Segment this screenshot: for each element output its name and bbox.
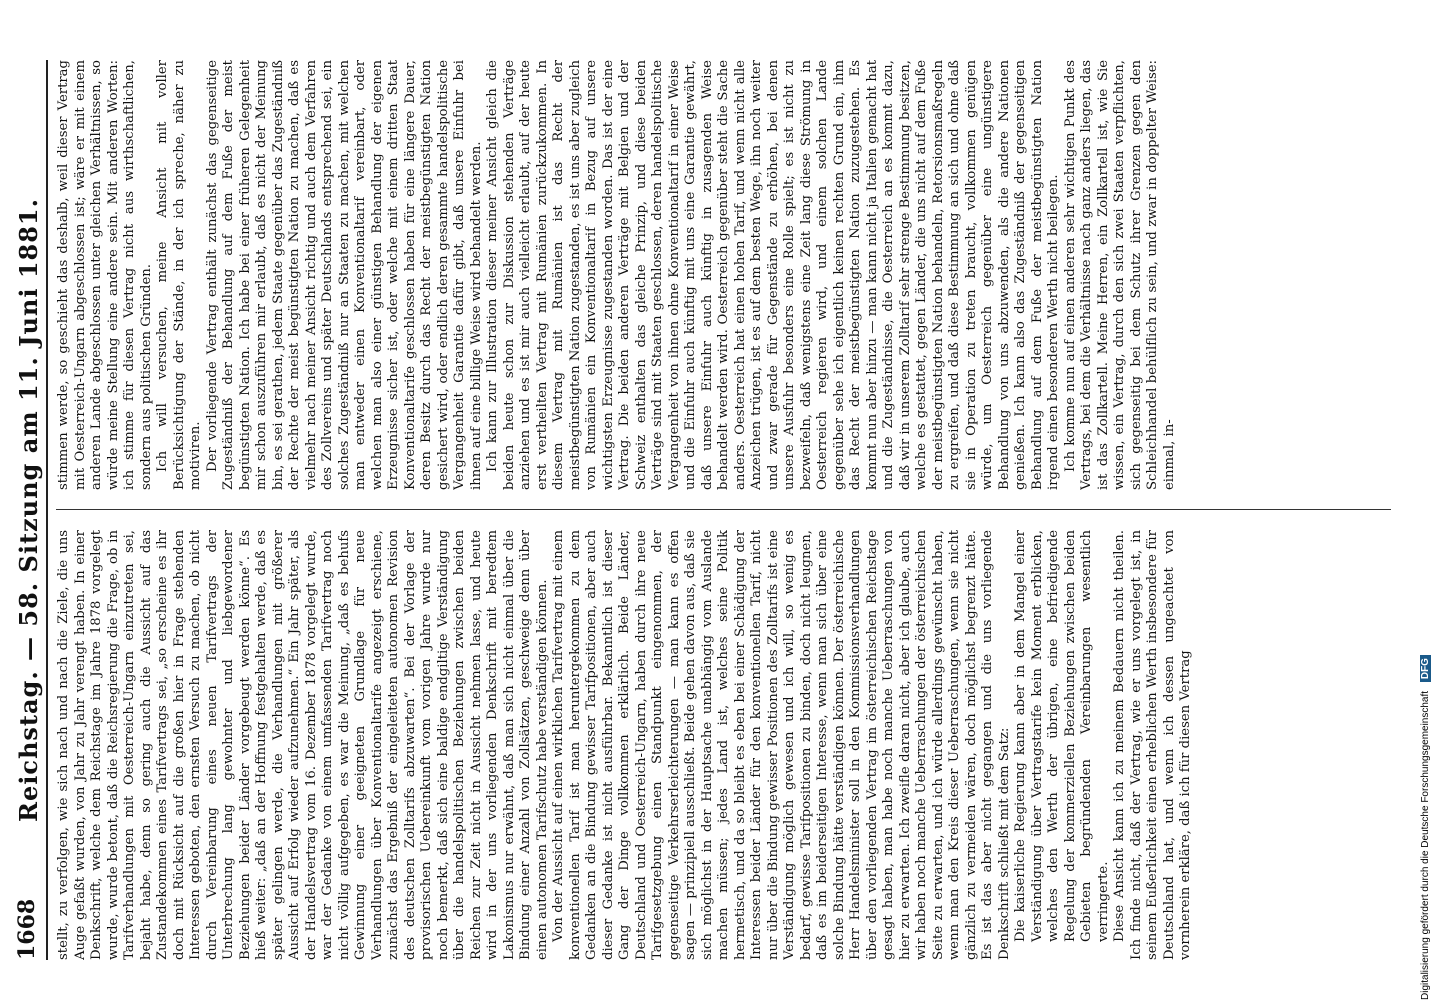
paragraph: stimmen werde, so geschieht das deshalb, weil dieser Vertrag mit Oesterreich-Ungarn abgeschlossen ist; wäre er mit einem anderen Lande abgeschlossen unter gleichen Verhältnissen, so würde meine Stellung eine andere sein. Mit anderen Worten: ich stimme für diesen Vertrag nicht aus wirthschaftlichen, sondern aus politischen Gründen.: [56, 60, 154, 490]
paragraph: Der vorliegende Vertrag enthält zunächst das gegenseitige Zugeständniß der Behandlung auf dem Fuße der meist begünstigten Nation. Ich habe bei einer früheren Gelegenheit mir schon auszuführen mir erlaubt, daß es nicht der Meinung bin, es sei gerathen, jedem Staate gegenüber das Zugeständniß der Rechte der meist begünstigten Nation zu machen, daß es vielmehr nach meiner Ansicht richtig und auch dem Verfahren des Zollvereins und später Deutschlands entsprechend sei, ein solches Zugeständniß nur an Staaten zu machen, mit welchen man entweder einen Konventionaltarif vereinbart, oder welchen man also einer günstigen Behandlung der eigenen Erzeugnisse sicher ist, oder welche mit einem dritten Staat Konventionaltarife geschlossen haben für eine längere Dauer, deren Besitz durch das Recht der meistbegünstigten Nation gesichert wird, oder endlich deren gesammte handelspolitische Vergangenheit Garantie dafür gibt, daß unsere Einfuhr bei ihnen auf eine billige Weise wird behandelt werden.: [204, 60, 484, 490]
paragraph: Ich kann zur Illustration dieser meiner Ansicht gleich die beiden heute schon zur Diskussion stehenden Verträge anziehen und es ist mir auch vielleicht erlaubt, auf der heute erst vertheilten Vertrag mit Rumänien zurückzukommen. In diesem Vertrag mit Rumänien ist das Recht der meistbegünstigten Nation zugestanden, es ist uns aber zugleich von Rumänien ein Konventionaltarif in Bezug auf unsere wichtigsten Erzeugnisse zugestanden worden. Das ist der eine Vertrag. Die beiden anderen Verträge mit Belgien und der Schweiz enthalten das gleiche Prinzip, und diese beiden Verträge sind mit Staaten geschlossen, deren handelspolitische Vergangenheit von ihnen ohne Konventionaltarif in einer Weise und die Einfuhr auch künftig mit uns eine Garantie gewährt, daß unsere Einfuhr auch künftig in zusagenden Weise behandelt werden wird. Oesterreich gegenüber steht die Sache anders. Oesterreich hat einen hohen Tarif, und wenn nicht alle Anzeichen trügen, ist es auf dem besten Wege, ihn noch weiter und zwar gerade für Gegenstände zu erhöhen, bei denen unsere Ausfuhr besonders eine Rolle spielt; es ist nicht zu bezweifeln, daß wenigstens eine Zeit lang diese Strömung in Oesterreich regieren wird, und einem solchen Lande gegenüber sehe ich eigentlich keinen rechten Grund ein, ihm das Recht der meistbegünstigten Nation zuzugestehen. Es kommt nun aber hinzu — man kann nicht ja Italien gemacht hat und die Zugeständnisse, die Oesterreich an es kommt dazu, daß wir in unserem Zolltarif sehr strenge Bestimmung besitzen, welche es gestattet, gegen Länder, die uns nicht auf dem Fuße der meistbegünstigten Nation behandeln, Retorsionsmaßregeln zu ergreifen, und daß diese Bestimmung an sich und ohne daß sie in Operation zu treten braucht, vollkommen genügen würde, um Oesterreich gegenüber eine ungünstigere Behandlung von uns abzuwenden, als die andere Nationen genießen. Ich kann also das Zugeständniß der gegenseitigen Behandlung auf dem Fuße der meistbegünstigten Nation irgend einen besonderen Werth nicht beilegen.: [485, 60, 1061, 490]
dfg-logo: DFG: [1420, 655, 1431, 682]
right-column: [56, 60, 1391, 490]
paragraph: Diese Ansicht kann ich zu meinem Bedauern nicht theilen. Ich finde nicht, daß der Vertrag, wie er uns vorgelegt ist, in seinem Eußerlichkeit einen erheblichen Werth insbesondere für Deutschland hat, und wenn ich dessen ungeachtet von vornherein erkläre, daß ich für diesen Vertrag: [1112, 530, 1193, 960]
funding-note: [1420, 40, 1431, 1000]
column-divider: [56, 509, 1391, 510]
paragraph: Ich komme nun auf einen anderen sehr wichtigen Punkt des Vertrags, bei dem die Verhältnisse nach ganz anders liegen, das ist das Zollkartell. Meine Herren, ein Zollkartell ist, wie Sie wissen, ein Vertrag, durch den sich zwei Staaten verpflichten, sich gegenseitig bei dem Schutz ihrer Grenzen gegen den Schleichhandel behülflich zu sein, und zwar in doppelter Weise: einmal, in-: [1062, 60, 1177, 490]
digitization-footer: [1420, 0, 1432, 1000]
page-number: 1668: [14, 898, 40, 960]
quoted-paragraph: Die kaiserliche Regierung kann aber in dem Mangel einer Verständigung über Vertragstarife kein Moment erblicken, welches den Werth der übrigen, eine befriedigende Regelung der kommerziellen Beziehungen zwischen beiden Gebieten begründenden Vereinbarungen wesentlich verringerte.: [1013, 530, 1111, 942]
paragraph: stellt, zu verfolgen, wie sich nach und nach die Ziele, die uns Auge gefaßt wurden, von Jahr zu Jahr verengt haben. In einer Denkschrift, welche dem Reichstage im Jahre 1878 vorgelegt wurde, wurde betont, daß die Reichsregierung die Frage, ob in Tarifverhandlungen mit Oesterreich-Ungarn einzutreten sei, bejaht habe, denn so gering auch die Aussicht auf das Zustandekommen eines Tarifvertrags sei, „so erscheine es ihr doch mit Rücksicht auf die großen hier in Frage stehenden Interessen geboten, den ernsten Versuch zu machen, ob nicht durch Vereinbarung eines neuen Tarifvertrags der Unterbrechung lang gewohnter und liebgewordener Beziehungen beider Länder vorgebeugt werden könne“. Es hieß weiter: „daß an der Hoffnung festgehalten werde, daß es später gelingen werde, die Verhandlungen mit größerer Aussicht auf Erfolg wieder aufzunehmen.“ Ein Jahr später, als der Handelsvertrag vom 16. Dezember 1878 vorgelegt wurde, war der Gedanke von einem umfassenden Tarifvertrag noch nicht völlig aufgegeben, es war die Meinung, „daß es behufs Gewinnung einer geeigneten Grundlage für neue Verhandlungen über Konventionaltarife angezeigt erschiene, zunächst das Ergebniß der eingeleiteten autonomen Revision des deutschen Zolltarifs abzuwarten“. Bei der Vorlage der provisorischen Uebereinkunft vom vorigen Jahre wurde nur noch bemerkt, daß sich eine baldige endgiltige Verständigung über die handelspolitischen Beziehungen zwischen beiden Reichen zur Zeit nicht in Aussicht nehmen lasse, und heute wird in der uns vorliegenden Denkschrift mit beredtem Lakonismus nur erwähnt, daß man sich nicht einmal über die Bindung einer Anzahl von Zollsätzen, geschweige denn über einen autonomen Tarifschutz habe verständigen können.: [56, 530, 550, 960]
page-header: [10, 60, 48, 960]
paragraph: Ich will versuchen, meine Ansicht mit voller Berücksichtigung der Stände, in der ich spreche, näher zu motiviren.: [155, 60, 203, 490]
left-column: [56, 530, 1391, 960]
page-title: Reichstag. — 58. Sitzung am 11. Juni 1881.: [14, 198, 43, 822]
paragraph: Von der Aussicht auf einen wirklichen Tarifvertrag mit einem konventionellen Tarif ist man heruntergekommen zu dem Gedanken an die Bindung gewisser Tarifpositionen, aber auch dieser Gedanke ist nicht ausführbar. Bekanntlich ist dieser Gang der Dinge vollkommen erklärlich. Beide Länder, Deutschland und Oesterreich-Ungarn, haben durch ihre neue Tarifgesetzgebung einen Standpunkt eingenommen, der gegenseitige Verkehrserleichterungen — man kann es offen sagen — prinzipiell ausschließt. Beide gehen davon aus, daß sie sich möglichst in der Hauptsache unabhängig vom Auslande machen müssen; jedes Land ist, welches seine Politik hermetisch, und da so bleibt es eben bei einer Schädigung der Interessen beider Länder für den konventionellen Tarif, nicht nur über die Bindung gewisser Positionen des Zolltarifs ist eine Verständigung möglich gewesen und ich will, so wenig es bedarf, gewisse Tarifpositionen zu binden, doch nicht leugnen, daß es im beiderseitigen Interesse, wenn man sich über eine solche Bindung hätte verständigen können. Der österreichische Herr Handelsminister soll in den Kommissionsverhandlungen über den vorliegenden Vertrag im österreichischen Reichstage gesagt haben, man habe noch manche Ueberraschungen von hier zu erwarten. Ich zweifle daran nicht, aber ich glaube, auch wir haben noch manche Ueberraschungen der österreichischen Seite zu erwarten, und ich würde allerdings gewünscht haben, wenn man den Kreis dieser Ueberraschungen, wenn sie nicht gänzlich zu vermeiden wären, doch möglichst begrenzt hätte. Es ist das aber nicht gegangen und die uns vorliegende Denkschrift schließt mit dem Satz:: [551, 530, 1012, 960]
funding-text: Digitalisierung gefördert durch die Deutsche Forschungsgemeinschaft: [1420, 690, 1431, 1000]
